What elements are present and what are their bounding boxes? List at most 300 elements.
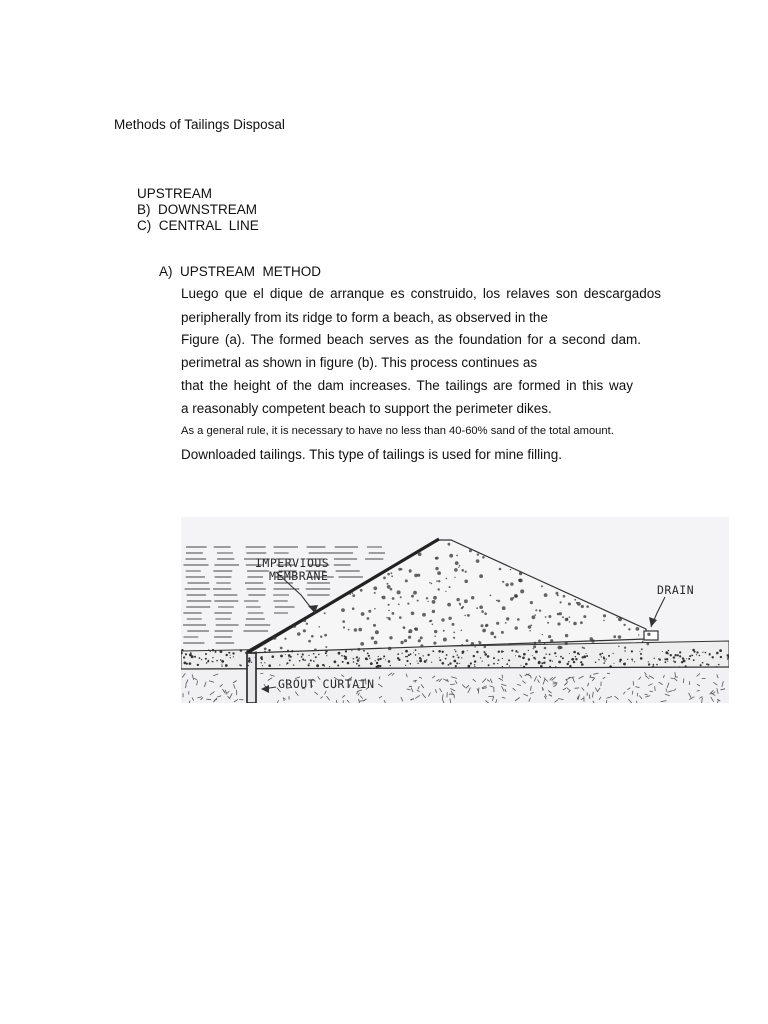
- fill-dot: [565, 634, 568, 637]
- foundation-dot: [380, 658, 382, 660]
- foundation-dot: [351, 650, 352, 651]
- bedrock-layer: [181, 667, 729, 703]
- fill-dot: [374, 641, 378, 645]
- foundation-dot: [448, 664, 450, 666]
- foundation-dot: [583, 655, 586, 658]
- fill-dot: [464, 615, 466, 617]
- fill-dot: [481, 624, 484, 627]
- foundation-dot: [356, 656, 358, 658]
- foundation-dot: [402, 653, 403, 654]
- fill-dot: [530, 601, 533, 604]
- foundation-dot: [543, 657, 545, 659]
- fill-dot: [485, 625, 487, 627]
- fill-dot: [505, 622, 507, 624]
- foundation-dot: [406, 660, 408, 662]
- foundation-dot: [569, 665, 571, 667]
- foundation-dot: [632, 660, 633, 661]
- fill-dot: [490, 595, 492, 597]
- fill-dot: [284, 638, 286, 640]
- foundation-dot: [459, 663, 460, 664]
- fill-dot: [548, 615, 551, 618]
- foundation-dot: [334, 660, 337, 663]
- fill-dot: [581, 605, 584, 608]
- fill-dot: [482, 556, 485, 559]
- fill-dot: [361, 612, 365, 616]
- foundation-dot: [287, 650, 289, 652]
- foundation-dot: [240, 665, 242, 667]
- fill-dot: [624, 647, 626, 649]
- fill-dot: [474, 646, 476, 648]
- fill-dot: [391, 572, 393, 574]
- foundation-dot: [619, 661, 621, 663]
- foundation-dot: [498, 651, 500, 653]
- foundation-dot: [502, 658, 503, 659]
- fill-dot: [447, 603, 451, 607]
- foundation-dot: [299, 660, 301, 662]
- foundation-dot: [654, 658, 655, 659]
- foundation-dot: [358, 665, 360, 667]
- foundation-dot: [686, 658, 687, 659]
- fill-dot: [443, 630, 445, 632]
- foundation-dot: [297, 654, 299, 656]
- foundation-dot: [363, 650, 365, 652]
- fill-dot: [603, 614, 606, 617]
- fill-dot: [324, 612, 326, 614]
- foundation-dot: [473, 655, 475, 657]
- foundation-dot: [341, 655, 343, 657]
- fill-dot: [569, 621, 570, 622]
- foundation-dot: [287, 662, 289, 664]
- foundation-dot: [696, 654, 697, 655]
- foundation-dot: [181, 649, 183, 651]
- foundation-dot: [308, 655, 309, 656]
- foundation-dot: [581, 663, 584, 666]
- foundation-dot: [280, 655, 283, 658]
- foundation-dot: [517, 651, 518, 652]
- foundation-dot: [453, 660, 456, 663]
- fill-dot: [479, 641, 482, 644]
- foundation-dot: [215, 651, 217, 653]
- fill-dot: [469, 549, 472, 552]
- fill-dot: [490, 632, 494, 636]
- fill-dot: [373, 586, 377, 590]
- fill-dot: [443, 638, 447, 642]
- fill-dot: [494, 636, 497, 639]
- foundation-dot: [627, 659, 628, 660]
- foundation-dot: [634, 661, 635, 662]
- fill-dot: [400, 641, 403, 644]
- fill-dot: [534, 642, 537, 645]
- foundation-dot: [705, 652, 707, 654]
- foundation-dot: [415, 649, 417, 651]
- foundation-dot: [577, 652, 579, 654]
- method-central-line: C) CENTRAL LINE: [137, 218, 259, 233]
- foundation-dot: [692, 649, 695, 652]
- fill-dot: [532, 615, 536, 619]
- foundation-dot: [599, 654, 600, 655]
- foundation-dot: [689, 655, 691, 657]
- foundation-dot: [532, 655, 533, 656]
- fill-dot: [324, 634, 327, 637]
- fill-dot: [352, 592, 354, 594]
- fill-dot: [297, 632, 301, 636]
- foundation-dot: [426, 659, 427, 660]
- foundation-dot: [419, 657, 421, 659]
- foundation-dot: [302, 658, 304, 660]
- foundation-dot: [442, 651, 444, 653]
- section-heading: A) UPSTREAM METHOD: [159, 264, 322, 279]
- foundation-dot: [383, 658, 384, 659]
- foundation-dot: [508, 659, 510, 661]
- fill-dot: [538, 640, 541, 643]
- foundation-dot: [417, 661, 418, 662]
- fill-dot: [459, 565, 461, 567]
- foundation-dot: [432, 650, 434, 652]
- foundation-dot: [418, 653, 419, 654]
- foundation-dot: [586, 653, 587, 654]
- foundation-dot: [602, 653, 604, 655]
- fill-dot: [433, 642, 436, 645]
- foundation-dot: [439, 657, 440, 658]
- foundation-dot: [677, 654, 679, 656]
- foundation-dot: [528, 658, 530, 660]
- paragraph-line: that the height of the dam increases. The tailings are formed in this way: [181, 378, 633, 393]
- foundation-dot: [439, 659, 441, 661]
- foundation-dot: [405, 656, 406, 657]
- fill-dot: [517, 618, 520, 621]
- foundation-dot: [264, 662, 265, 663]
- foundation-dot: [631, 650, 633, 652]
- foundation-dot: [302, 653, 304, 655]
- foundation-dot: [408, 654, 410, 656]
- fill-dot: [466, 639, 469, 642]
- foundation-dot: [679, 655, 681, 657]
- fill-dot: [325, 646, 327, 648]
- fill-dot: [352, 594, 355, 597]
- foundation-dot: [185, 653, 187, 655]
- fill-dot: [510, 569, 512, 571]
- fill-dot: [386, 617, 387, 618]
- foundation-dot: [688, 658, 690, 660]
- foundation-dot: [316, 664, 319, 667]
- fill-dot: [387, 585, 391, 589]
- fill-dot: [398, 604, 400, 606]
- fill-dot: [374, 592, 376, 594]
- foundation-dot: [568, 661, 570, 663]
- foundation-dot: [353, 658, 355, 660]
- fill-dot: [510, 597, 513, 600]
- fill-dot: [454, 649, 455, 650]
- foundation-dot: [353, 661, 355, 663]
- foundation-dot: [509, 665, 510, 666]
- label-grout-curtain: GROUT CURTAIN: [278, 677, 375, 691]
- foundation-dot: [675, 654, 677, 656]
- foundation-dot: [301, 656, 303, 658]
- fill-dot: [449, 554, 453, 558]
- fill-dot: [461, 644, 463, 646]
- fill-dot: [411, 612, 415, 616]
- paragraph-line: peripherally from its ridge to form a beach, as observed in the: [181, 310, 548, 325]
- fill-dot: [414, 628, 417, 631]
- fill-dot: [417, 574, 420, 577]
- foundation-dot: [474, 666, 475, 667]
- foundation-dot: [357, 659, 360, 662]
- foundation-dot: [656, 664, 658, 666]
- fill-dot: [477, 553, 479, 555]
- fill-dot: [411, 595, 414, 598]
- fill-dot: [623, 624, 625, 626]
- foundation-dot: [648, 664, 650, 666]
- foundation-dot: [619, 659, 622, 662]
- foundation-dot: [484, 651, 486, 653]
- foundation-dot: [356, 663, 358, 665]
- fill-dot: [646, 643, 649, 646]
- foundation-dot: [476, 651, 478, 653]
- foundation-dot: [383, 655, 385, 657]
- foundation-dot: [598, 659, 599, 660]
- fill-dot: [641, 648, 643, 650]
- foundation-dot: [375, 660, 376, 661]
- foundation-dot: [480, 657, 481, 658]
- foundation-dot: [659, 659, 661, 661]
- fill-dot: [422, 613, 426, 617]
- foundation-dot: [422, 655, 423, 656]
- foundation-dot: [261, 662, 262, 663]
- foundation-dot: [212, 649, 214, 651]
- fill-dot: [432, 600, 436, 604]
- foundation-dot: [247, 665, 249, 667]
- foundation-dot: [338, 652, 341, 655]
- document-title: Methods of Tailings Disposal: [114, 117, 285, 132]
- foundation-dot: [206, 662, 208, 664]
- foundation-dot: [573, 661, 575, 663]
- foundation-dot: [456, 662, 458, 664]
- fill-dot: [360, 589, 363, 592]
- foundation-dot: [543, 662, 545, 664]
- foundation-dot: [212, 657, 213, 658]
- foundation-dot: [199, 657, 201, 659]
- dam-cross-section-figure: [181, 517, 729, 703]
- foundation-dot: [702, 652, 703, 653]
- foundation-dot: [220, 650, 223, 653]
- fill-dot: [434, 630, 437, 633]
- foundation-dot: [535, 658, 537, 660]
- foundation-dot: [653, 664, 655, 666]
- foundation-dot: [452, 656, 454, 658]
- fill-dot: [417, 600, 419, 602]
- foundation-dot: [691, 655, 693, 657]
- fill-dot: [461, 569, 464, 572]
- foundation-dot: [673, 656, 675, 658]
- fill-dot: [448, 543, 451, 546]
- fill-dot: [533, 648, 534, 649]
- foundation-dot: [665, 661, 667, 663]
- fill-dot: [557, 613, 560, 616]
- label-impervious: IMPERVIOUS: [255, 556, 330, 570]
- foundation-dot: [248, 657, 250, 659]
- foundation-dot: [552, 661, 553, 662]
- fill-dot: [306, 623, 308, 625]
- fill-dot: [577, 602, 581, 606]
- fill-dot: [383, 577, 386, 580]
- foundation-dot: [624, 650, 625, 651]
- fill-dot: [583, 615, 586, 618]
- fill-dot: [348, 629, 350, 631]
- fill-dot: [613, 635, 616, 638]
- foundation-dot: [322, 664, 324, 666]
- foundation-dot: [205, 658, 207, 660]
- foundation-dot: [313, 660, 315, 662]
- fill-dot: [388, 647, 392, 651]
- foundation-dot: [410, 663, 412, 665]
- foundation-dot: [546, 654, 547, 655]
- foundation-dot: [255, 651, 258, 654]
- fill-dot: [433, 596, 437, 600]
- foundation-dot: [228, 652, 230, 654]
- foundation-dot: [221, 660, 224, 663]
- foundation-dot: [640, 657, 643, 660]
- fill-dot: [360, 642, 364, 646]
- fill-dot: [404, 639, 407, 642]
- fill-dot: [467, 614, 470, 617]
- foundation-dot: [573, 651, 576, 654]
- foundation-dot: [216, 660, 218, 662]
- fill-dot: [506, 617, 509, 620]
- foundation-dot: [603, 656, 605, 658]
- fill-dot: [375, 630, 379, 634]
- foundation-dot: [639, 651, 640, 652]
- foundation-dot: [541, 662, 543, 664]
- foundation-dot: [310, 660, 312, 662]
- fill-dot: [341, 608, 345, 612]
- foundation-dot: [261, 658, 263, 660]
- foundation-dot: [210, 651, 211, 652]
- foundation-dot: [248, 661, 250, 663]
- foundation-dot: [595, 662, 597, 664]
- fill-dot: [465, 571, 467, 573]
- fill-dot: [533, 645, 536, 648]
- fill-dot: [550, 639, 553, 642]
- fill-dot: [405, 579, 408, 582]
- foundation-dot: [712, 656, 714, 658]
- foundation-dot: [390, 665, 391, 666]
- foundation-dot: [240, 649, 243, 652]
- fill-dot: [591, 639, 594, 642]
- foundation-dot: [665, 658, 666, 659]
- fill-dot: [358, 628, 362, 632]
- fill-dot: [357, 648, 360, 651]
- foundation-dot: [498, 659, 500, 661]
- foundation-dot: [518, 655, 520, 657]
- fill-dot: [418, 552, 422, 556]
- fill-dot: [499, 568, 502, 571]
- foundation-dot: [673, 660, 674, 661]
- foundation-dot: [205, 653, 207, 655]
- bedrock-dash: [633, 681, 634, 685]
- foundation-dot: [515, 651, 517, 653]
- foundation-dot: [528, 650, 529, 651]
- foundation-dot: [493, 663, 495, 665]
- fill-dot: [556, 592, 559, 595]
- foundation-dot: [315, 656, 317, 658]
- fill-dot: [461, 630, 463, 632]
- foundation-dot: [442, 662, 445, 665]
- foundation-dot: [289, 659, 291, 661]
- foundation-dot: [538, 661, 540, 663]
- fill-dot: [448, 617, 451, 620]
- foundation-dot: [679, 666, 680, 667]
- foundation-dot: [522, 657, 525, 660]
- foundation-dot: [405, 650, 408, 653]
- fill-dot: [413, 591, 417, 595]
- fill-dot: [389, 636, 392, 639]
- fill-dot: [390, 588, 393, 591]
- fill-dot: [496, 622, 499, 625]
- fill-dot: [420, 644, 423, 647]
- fill-dot: [544, 643, 545, 644]
- foundation-dot: [685, 665, 687, 667]
- fill-dot: [452, 623, 455, 626]
- foundation-dot: [549, 660, 551, 662]
- fill-dot: [519, 579, 523, 583]
- fill-dot: [434, 635, 436, 637]
- method-downstream: B) DOWNSTREAM: [137, 202, 257, 217]
- fill-dot: [647, 633, 650, 636]
- foundation-dot: [488, 664, 490, 666]
- foundation-dot: [194, 656, 196, 658]
- foundation-dot: [613, 653, 614, 654]
- foundation-dot: [344, 658, 346, 660]
- fill-dot: [565, 642, 568, 645]
- fill-dot: [408, 629, 412, 633]
- foundation-dot: [438, 650, 441, 653]
- fill-dot: [616, 617, 617, 618]
- foundation-dot: [535, 650, 538, 653]
- foundation-dot: [683, 660, 686, 663]
- fill-dot: [557, 622, 560, 625]
- foundation-dot: [230, 655, 231, 656]
- foundation-dot: [318, 654, 320, 656]
- foundation-dot: [431, 662, 432, 663]
- foundation-dot: [365, 657, 368, 660]
- fill-dot: [535, 609, 537, 611]
- fill-dot: [262, 643, 264, 645]
- fill-dot: [374, 608, 376, 610]
- foundation-dot: [640, 653, 642, 655]
- fill-dot: [391, 575, 393, 577]
- foundation-dot: [272, 655, 275, 658]
- fill-dot: [464, 580, 468, 584]
- foundation-dot: [560, 656, 562, 658]
- fill-dot: [435, 567, 438, 570]
- foundation-dot: [305, 660, 306, 661]
- fill-dot: [519, 572, 522, 575]
- fill-dot: [387, 573, 390, 576]
- foundation-dot: [325, 650, 327, 652]
- fill-dot: [501, 631, 504, 634]
- fill-dot: [515, 595, 518, 598]
- foundation-dot: [232, 652, 234, 654]
- fill-dot: [400, 568, 402, 570]
- foundation-dot: [484, 653, 487, 656]
- foundation-dot: [405, 665, 406, 666]
- fill-dot: [318, 626, 320, 628]
- paragraph-line: As a general rule, it is necessary to have no less than 40-60% sand of the total amount.: [181, 425, 614, 437]
- foundation-dot: [445, 658, 447, 660]
- fill-dot: [303, 629, 306, 632]
- foundation-dot: [325, 652, 327, 654]
- fill-dot: [568, 603, 571, 606]
